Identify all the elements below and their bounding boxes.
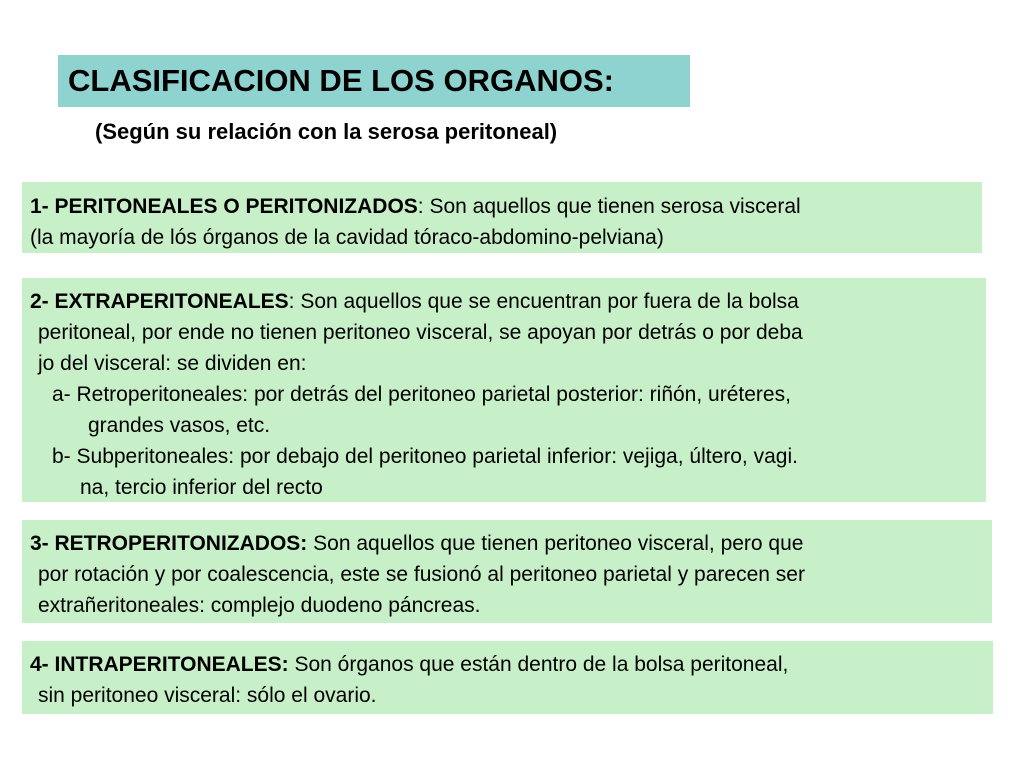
section-intraperitoneales bbox=[22, 641, 993, 714]
section-heading: 2- EXTRAPERITONEALES bbox=[30, 290, 289, 313]
section-subitem-continued: grandes vasos, etc. bbox=[88, 414, 271, 437]
title-box bbox=[58, 55, 690, 107]
section-text: : Son aquellos que tienen serosa visceral bbox=[417, 195, 801, 218]
section-subitem-continued: na, tercio inferior del recto bbox=[80, 476, 323, 499]
section-line bbox=[30, 286, 986, 317]
section-heading: 4- INTRAPERITONEALES: bbox=[30, 653, 289, 676]
section-line bbox=[30, 528, 992, 559]
section-text: Son aquellos que tienen peritoneo visceral, pero que bbox=[307, 532, 804, 555]
section-line: jo del visceral: se dividen en: bbox=[38, 352, 307, 375]
section-extraperitoneales bbox=[22, 278, 986, 502]
section-line: por rotación y por coalescencia, este se fusionó al peritoneo parietal y parecen ser bbox=[38, 563, 805, 586]
section-text: Son órganos que están dentro de la bolsa peritoneal, bbox=[288, 653, 789, 676]
section-line: peritoneal, por ende no tienen peritoneo visceral, se apoyan por detrás o por deba bbox=[38, 321, 803, 344]
section-subitem: a- Retroperitoneales: por detrás del peritoneo parietal posterior: riñón, uréteres, bbox=[52, 383, 791, 406]
section-line bbox=[30, 649, 993, 680]
section-peritoneales bbox=[22, 182, 982, 253]
page-subtitle: (Según su relación con la serosa peritoneal) bbox=[95, 119, 558, 144]
section-text: : Son aquellos que se encuentran por fuera de la bolsa bbox=[288, 290, 799, 313]
section-heading: 1- PERITONEALES O PERITONIZADOS bbox=[30, 195, 418, 218]
section-line: extrañeritoneales: complejo duodeno páncreas. bbox=[38, 594, 481, 617]
section-line: sin peritoneo visceral: sólo el ovario. bbox=[38, 684, 377, 707]
section-heading: 3- RETROPERITONIZADOS: bbox=[30, 532, 308, 555]
page-title: CLASIFICACION DE LOS ORGANOS: bbox=[68, 63, 614, 98]
section-subitem: b- Subperitoneales: por debajo del peritoneo parietal inferior: vejiga, últero, vagi. bbox=[52, 445, 798, 468]
section-line: (la mayoría de lós órganos de la cavidad tóraco-abdomino-pelviana) bbox=[30, 226, 664, 249]
section-retroperitonizados bbox=[22, 520, 992, 623]
section-line bbox=[30, 191, 982, 222]
